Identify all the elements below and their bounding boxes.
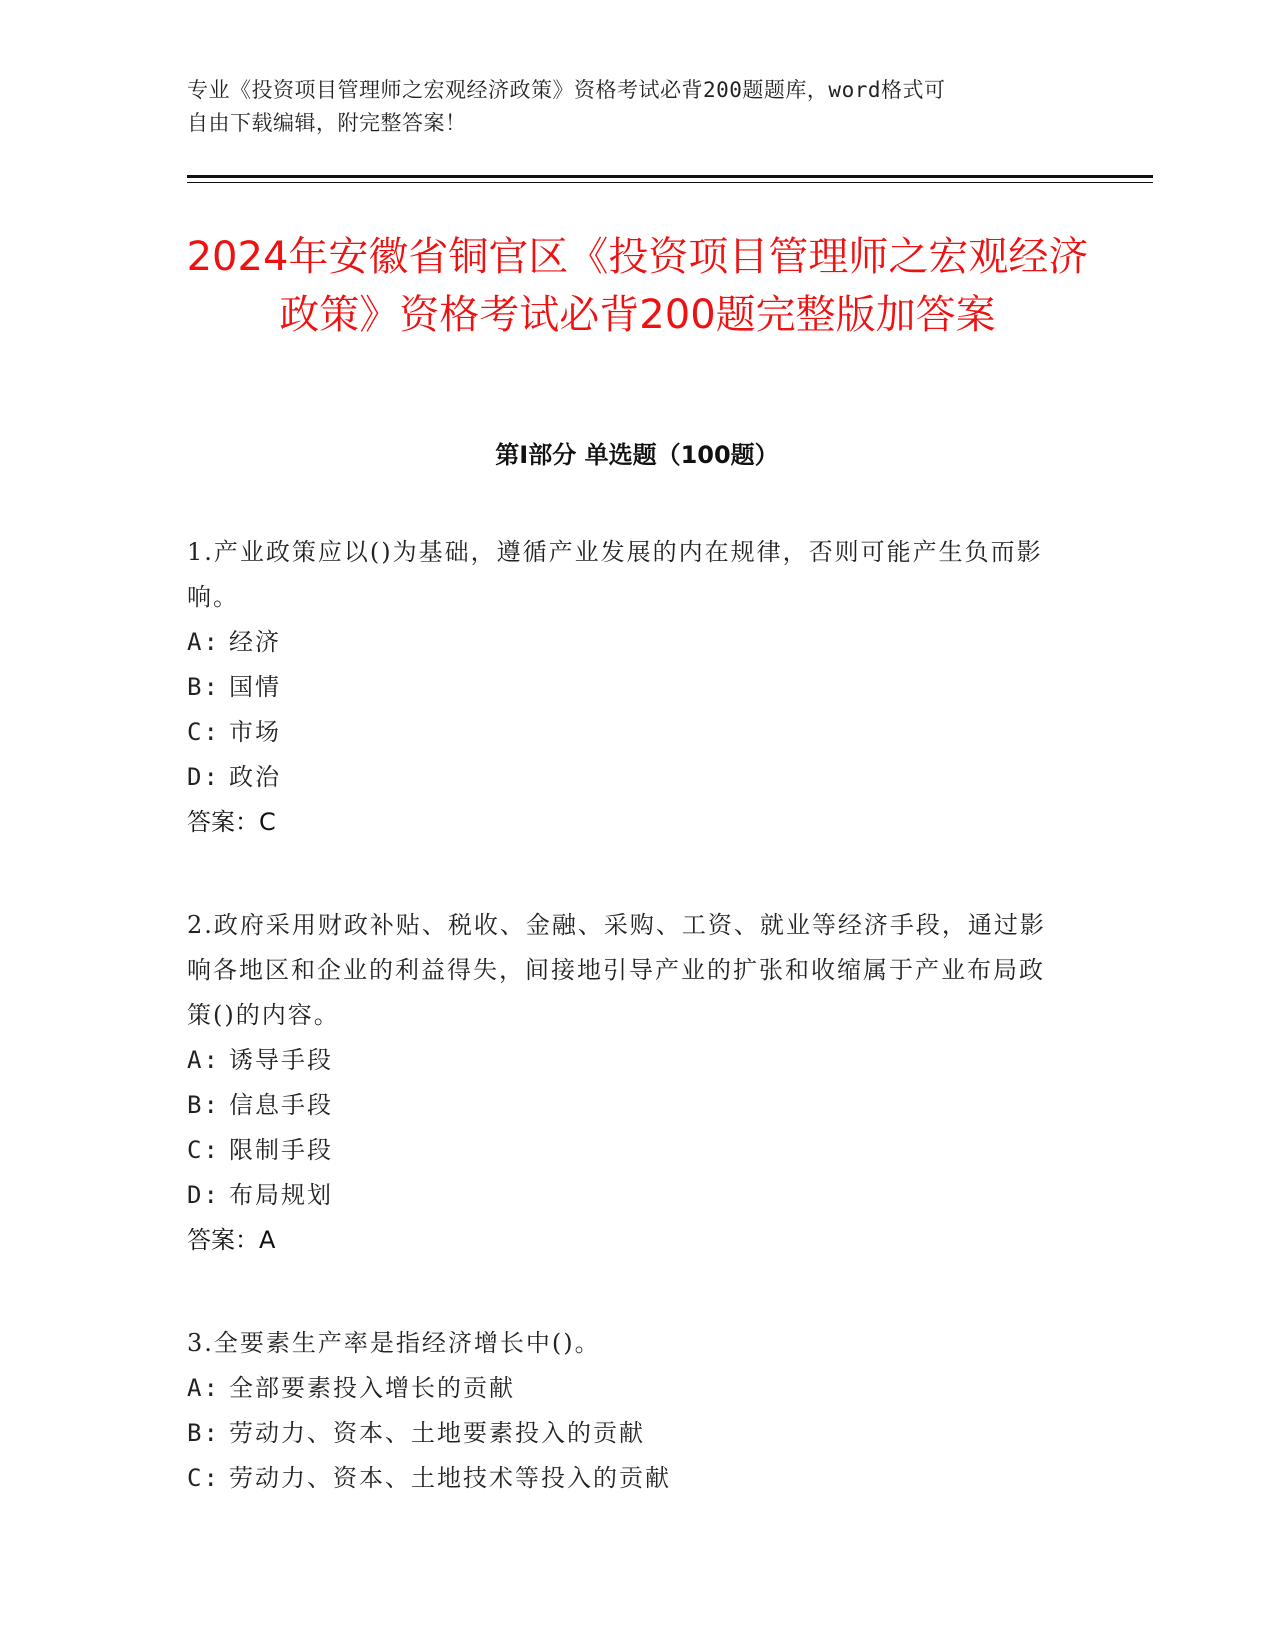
header-note-line-1: 专业《投资项目管理师之宏观经济政策》资格考试必背200题题库，word格式可	[187, 78, 946, 102]
option-key: C:	[187, 718, 220, 746]
option-text: 国情	[229, 673, 281, 701]
header-divider-thick	[187, 175, 1153, 178]
option-text: 经济	[229, 628, 281, 656]
option-text: 劳动力、资本、土地要素投入的贡献	[229, 1419, 645, 1447]
header-note	[187, 74, 1067, 140]
option-key: B:	[187, 673, 220, 701]
header-divider-thin	[187, 182, 1153, 183]
question-1	[187, 530, 1067, 845]
option-c	[187, 1128, 1067, 1173]
option-key: A:	[187, 1046, 220, 1074]
option-c	[187, 1456, 1067, 1501]
header-note-line-2: 自由下载编辑，附完整答案！	[187, 111, 467, 135]
question-stem: 3.全要素生产率是指经济增长中()。	[187, 1329, 601, 1357]
option-text: 诱导手段	[229, 1046, 333, 1074]
option-d	[187, 1173, 1067, 1218]
option-key: C:	[187, 1136, 220, 1164]
option-text: 布局规划	[229, 1181, 333, 1209]
section-heading: 第Ⅰ部分 单选题（100题）	[495, 441, 779, 469]
option-text: 全部要素投入增长的贡献	[229, 1374, 515, 1402]
option-key: B:	[187, 1091, 220, 1119]
question-2	[187, 903, 1067, 1263]
option-b	[187, 665, 1067, 710]
option-text: 市场	[229, 718, 281, 746]
question-stem: 2.政府采用财政补贴、税收、金融、采购、工资、就业等经济手段，通过影响各地区和企业的利益得失，间接地引导产业的扩张和收缩属于产业布局政策()的内容。	[187, 911, 1046, 1029]
option-b	[187, 1083, 1067, 1128]
option-c	[187, 710, 1067, 755]
document-title: 2024年安徽省铜官区《投资项目管理师之宏观经济政策》资格考试必背200题完整版加答案	[186, 234, 1089, 338]
option-a	[187, 1038, 1067, 1083]
option-d	[187, 755, 1067, 800]
option-key: C:	[187, 1464, 220, 1492]
option-a	[187, 620, 1067, 665]
option-text: 政治	[229, 763, 281, 791]
question-3	[187, 1321, 1067, 1501]
question-list	[187, 530, 1067, 1559]
option-text: 信息手段	[229, 1091, 333, 1119]
option-a	[187, 1366, 1067, 1411]
option-text: 劳动力、资本、土地技术等投入的贡献	[229, 1464, 671, 1492]
question-answer: 答案：A	[187, 1226, 276, 1254]
option-b	[187, 1411, 1067, 1456]
question-answer: 答案：C	[187, 808, 276, 836]
option-key: B:	[187, 1419, 220, 1447]
question-stem: 1.产业政策应以()为基础，遵循产业发展的内在规律，否则可能产生负而影响。	[187, 538, 1043, 611]
option-text: 限制手段	[229, 1136, 333, 1164]
option-key: D:	[187, 763, 220, 791]
option-key: D:	[187, 1181, 220, 1209]
option-key: A:	[187, 1374, 220, 1402]
option-key: A:	[187, 628, 220, 656]
